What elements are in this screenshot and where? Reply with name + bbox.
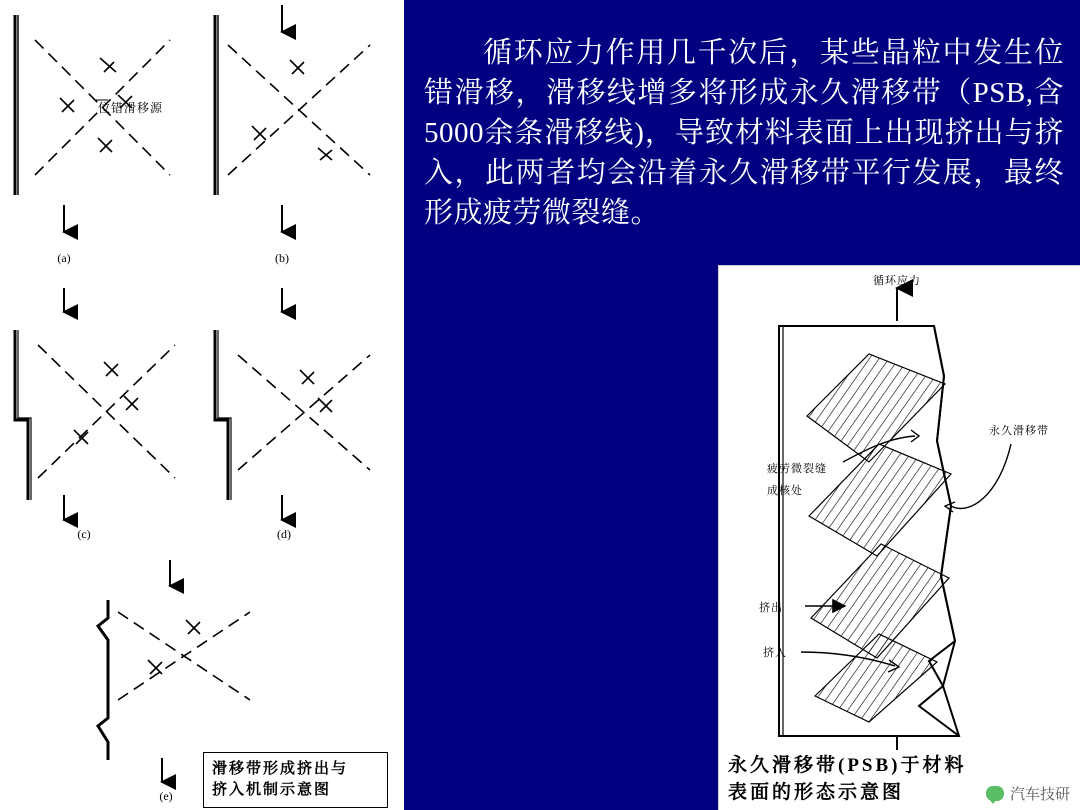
extrusion-label: 挤出 <box>759 602 783 614</box>
body-paragraph <box>424 33 1064 233</box>
stage-label-b: (b) <box>275 251 289 265</box>
right-caption-line2: 表面的形态示意图 <box>728 782 905 803</box>
stage-label-c: (c) <box>77 527 91 541</box>
fatigue-crack-label-line1: 疲劳微裂缝 <box>767 463 827 475</box>
stage-c-figure <box>15 288 175 541</box>
cyclic-stress-top-label: 循环应力 <box>873 275 921 287</box>
paragraph-text: 循环应力作用几千次后，某些晶粒中发生位错滑移，滑移线增多将形成永久滑移带（PSB,含5000余条滑移线)，导致材料表面上出现挤出与挤入，此两者均会沿着永久滑移带平行发展，最终形成疲劳微裂缝。 <box>424 37 1064 229</box>
left-figure-panel <box>0 0 404 810</box>
psb-surface-figure <box>718 265 1080 810</box>
slip-band-mechanism-diagram <box>0 0 404 810</box>
right-caption-line1: 永久滑移带(PSB)于材料 <box>728 755 967 776</box>
left-figure-caption <box>203 752 388 808</box>
left-caption-line2: 挤入机制示意图 <box>212 782 332 798</box>
psb-label: 永久滑移带 <box>989 425 1049 437</box>
stage-a-figure <box>15 15 170 265</box>
stage-b-figure <box>215 5 370 265</box>
intrusion-label: 挤入 <box>763 647 787 659</box>
fatigue-crack-label-line2: 成核处 <box>767 485 803 497</box>
watermark-text: 汽车技研 <box>1009 786 1070 803</box>
dislocation-source-label: 位错滑移源 <box>98 101 164 115</box>
stage-label-d: (d) <box>277 527 291 541</box>
stage-d-figure <box>215 288 370 541</box>
stage-label-a: (a) <box>57 251 71 265</box>
watermark <box>986 783 1070 804</box>
psb-diagram <box>719 266 1080 810</box>
left-caption-line1: 滑移带形成挤出与 <box>212 761 349 777</box>
stage-label-e: (e) <box>159 789 173 803</box>
wechat-icon <box>986 786 1004 801</box>
